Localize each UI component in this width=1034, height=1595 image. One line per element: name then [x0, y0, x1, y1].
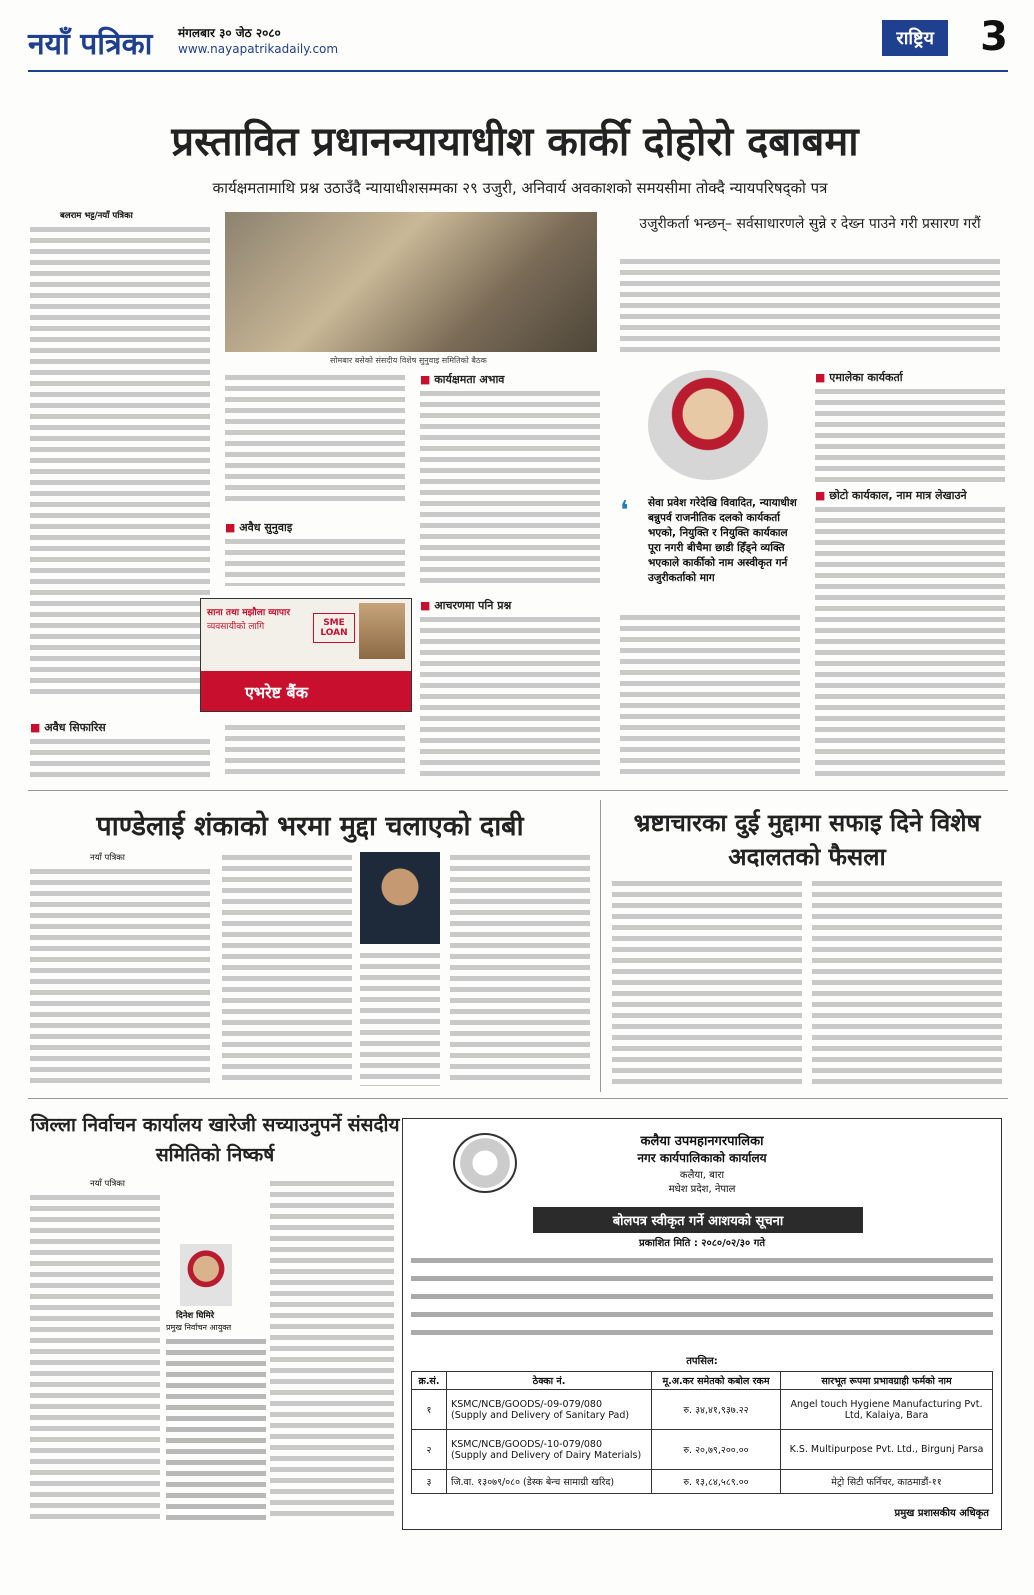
row-sn: १ — [412, 1390, 447, 1430]
story4-column-1 — [30, 1192, 160, 1522]
notice-place: कलैया, बारा — [679, 1170, 725, 1181]
contract-number: KSMC/NCB/GOODS/-10-079/080 — [451, 1438, 603, 1450]
notice-office-2: नगर कार्यपालिकाको कार्यालय — [637, 1151, 767, 1165]
divider-2 — [28, 1098, 1008, 1099]
notice-office-1: कलैया उपमहानगरपालिका — [640, 1134, 764, 1149]
pull-quote: सेवा प्रवेश गरेदेखि विवादित, न्यायाधीश बन्नुपर्व राजनीतिक दलको कार्यकर्ता भएको, नियुक्ति र नियुक्ति कार्यकाल पूरा नगरी बीचैमा छाडी हिँड्ने व्यक्ति भएकाले कार्कीको नाम अस्वीकृत गर्न उजुरीकर्ताको माग — [648, 497, 797, 584]
lead-column-1 — [30, 224, 210, 694]
row-contract — [447, 1390, 652, 1430]
subhead-3: ■ कार्यक्षमता अभाव — [420, 372, 504, 387]
story4-byline: नयाँ पत्रिका — [90, 1179, 126, 1189]
advert-line-2: व्यवसायीको लागि — [207, 622, 265, 632]
contract-number: जि.वा. १३०७९/०८० (डेस्क बेन्च सामाग्री खरिद) — [451, 1477, 615, 1488]
row-amount: रु. १३,८४,५८९.०० — [652, 1470, 781, 1494]
story4-portrait — [180, 1244, 232, 1306]
side-column — [620, 256, 1000, 356]
vertical-divider — [600, 800, 601, 1092]
table-header-row — [412, 1372, 993, 1390]
subhead-1: ■ अवैध सिफारिस — [30, 720, 106, 735]
lead-column-3 — [420, 388, 600, 584]
subhead-5: ■ एमालेका कार्यकर्ता — [815, 370, 903, 385]
section-label: राष्ट्रिय — [882, 20, 948, 56]
header-contract: ठेक्का नं. — [447, 1372, 652, 1390]
header-amount: मू.अ.कर समेतको कबोल रकम — [652, 1372, 781, 1390]
table-row — [412, 1390, 993, 1430]
story4-headline: जिल्ला निर्वाचन कार्यालय खारेजी सच्याउनुपर्ने संसदीय समितिको निष्कर्ष — [30, 1114, 400, 1166]
lead-column-5 — [815, 386, 1005, 482]
story3-headline: भ्रष्टाचारका दुई मुद्दामा सफाइ दिने विशेष अदालतको फैसला — [633, 809, 981, 871]
header-firm: सारभूत रूपमा प्रभावग्राही फर्मको नाम — [781, 1372, 993, 1390]
side-title: उजुरीकर्ता भन्छन्– सर्वसाधारणले सुन्ने र देख्न पाउने गरी प्रसारण गरौं — [639, 216, 981, 232]
notice-body — [411, 1253, 993, 1343]
issue-date: मंगलबार ३० जेठ २०८० — [178, 26, 281, 40]
story4-column-2 — [166, 1336, 266, 1522]
story3-column-2 — [812, 878, 1002, 1086]
subhead-2: ■ अवैध सुनुवाइ — [225, 520, 292, 535]
quote-mark-icon: ❛ — [620, 496, 629, 526]
row-sn: ३ — [412, 1470, 447, 1494]
tender-table — [411, 1371, 993, 1494]
lead-byline: बलराम भट्ट/नयाँ पत्रिका — [60, 211, 133, 221]
row-amount: रु. २०,७९,२००.०० — [652, 1430, 781, 1470]
row-contract — [447, 1470, 652, 1494]
story4-photo-name: दिनेश घिमिरे — [176, 1311, 215, 1321]
advert-line-1: साना तथा मझौला व्यापार — [207, 608, 291, 618]
story4-column-3 — [270, 1178, 394, 1522]
notice-table-caption: तपसिल: — [686, 1356, 718, 1367]
website: www.nayapatrikadaily.com — [178, 42, 339, 56]
story2-headline: पाण्डेलाई शंकाको भरमा मुद्दा चलाएको दाबी — [96, 811, 524, 842]
row-firm: Angel touch Hygiene Manufacturing Pvt. Ltd, Kalaiya, Bara — [781, 1390, 993, 1430]
story3-column-1 — [612, 878, 802, 1086]
notice-title: बोलपत्र स्वीकृत गर्ने आशयको सूचना — [533, 1207, 863, 1233]
committee-photo — [225, 212, 597, 352]
row-sn: २ — [412, 1430, 447, 1470]
notice-footer: प्रमुख प्रशासकीय अधिकृत — [894, 1508, 989, 1519]
newspaper-logo: नयाँ पत्रिका — [28, 27, 153, 62]
lead-column-1b — [30, 736, 210, 780]
story4-photo-role: प्रमुख निर्वाचन आयुक्त — [166, 1323, 232, 1332]
page-number: 3 — [980, 14, 1008, 60]
bank-logo-bar — [201, 671, 411, 711]
lead-column-4 — [620, 612, 800, 778]
row-firm: मेट्रो सिटी फर्निचर, काठमाडौं-११ — [781, 1470, 993, 1494]
story2-column-3 — [360, 950, 440, 1086]
table-row — [412, 1470, 993, 1494]
lead-subhead: कार्यक्षमतामाथि प्रश्न उठाउँदै न्यायाधीशसम्मका २९ उजुरी, अनिवार्य अवकाशको समयसीमा तोक्दै न्यायपरिषद्को पत्र — [212, 179, 828, 197]
story2-portrait — [360, 852, 440, 944]
contract-number: KSMC/NCB/GOODS/-09-079/080 — [451, 1398, 603, 1410]
tender-notice — [402, 1118, 1002, 1530]
lead-headline: प्रस्तावित प्रधानन्यायाधीश कार्की दोहोरो दबाबमा — [171, 119, 859, 165]
subhead-6: ■ छोटो कार्यकाल, नाम मात्र लेखाउने — [815, 488, 967, 503]
story2-column-2 — [222, 852, 352, 1086]
lead-column-3b — [420, 614, 600, 778]
bank-advert — [200, 598, 412, 712]
advert-photo — [359, 603, 405, 659]
row-amount: रु. ३४,४१,९३७.२२ — [652, 1390, 781, 1430]
story2-byline: नयाँ पत्रिका — [90, 853, 126, 863]
lead-column-2b — [225, 536, 405, 586]
subhead-4: ■ आचरणमा पनि प्रश्न — [420, 598, 511, 613]
lead-column-2 — [225, 372, 405, 504]
divider — [28, 790, 1008, 791]
header-sn: क्र.सं. — [412, 1372, 447, 1390]
notice-date: प्रकाशित मिति : २०८०/०२/३० गते — [638, 1238, 766, 1249]
contract-desc: (Supply and Delivery of Sanitary Pad) — [451, 1409, 630, 1421]
lead-column-2c — [225, 722, 405, 778]
table-row — [412, 1430, 993, 1470]
bank-name: एभरेष्ट बैंक — [245, 683, 308, 702]
story2-column-1 — [30, 866, 210, 1086]
row-contract — [447, 1430, 652, 1470]
story2-column-4 — [450, 852, 590, 1086]
notice-province: मधेश प्रदेश, नेपाल — [668, 1184, 736, 1195]
photo-caption: सोमबार बसेको संसदीय विशेष सुनुवाइ समितिको बैठक — [330, 356, 487, 365]
masthead — [28, 14, 1008, 72]
row-firm: K.S. Multipurpose Pvt. Ltd., Birgunj Parsa — [781, 1430, 993, 1470]
portrait-photo — [648, 370, 768, 480]
sme-loan-badge: SME LOAN — [313, 613, 355, 643]
lead-column-5b — [815, 504, 1005, 778]
contract-desc: (Supply and Delivery of Dairy Materials) — [451, 1449, 642, 1461]
